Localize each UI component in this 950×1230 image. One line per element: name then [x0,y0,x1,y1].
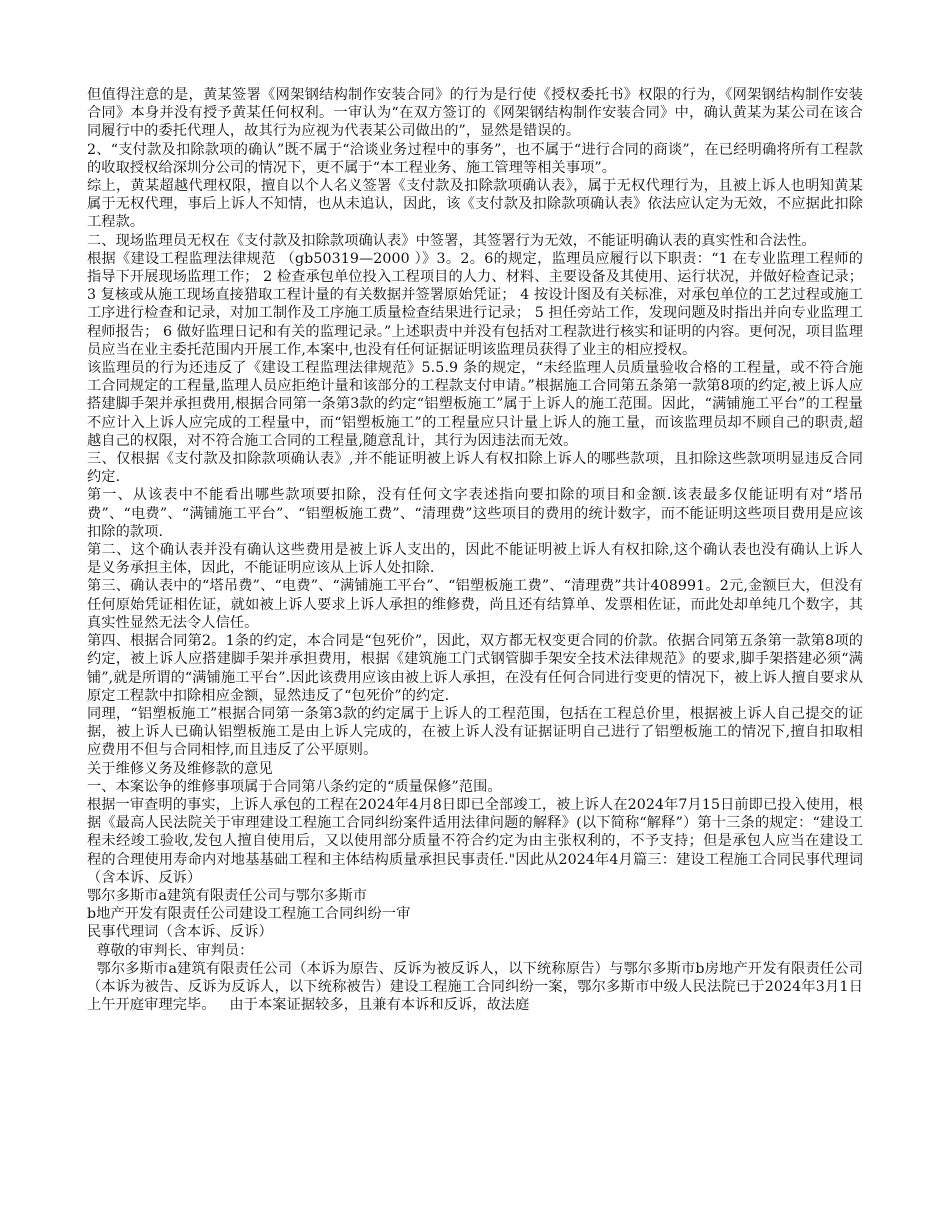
paragraph-supervisor-violation: 该监理员的行为还违反了《建设工程监理法律规范》5.5.9 条的规定，“未经监理人员质量验收合格的工程量，或不符合施工合同规定的工程量,监理人员应拒绝计量和该部分的工程款支付申请。”根据施工合同第五条第一款第8项的约定,被上诉人应搭建脚手架并承担费用,根据合同第一条第3款的约定“铝塑板施工”属于上诉人的施工范围。因此，“满铺施工平台”的工程量不应计入上诉人应完成的工程量中，而“铝塑板施工”的工程量应只计量上诉人的施工量，而该监理员却不顾自己的职责,超越自己的权限，对不符合施工合同的工程量,随意乱计，其行为因违法而无效。 [87,360,863,449]
title-line-two: b地产开发有限责任公司建设工程施工合同纠纷一审 [87,906,411,923]
heading-section-two: 二、现场监理员无权在《支付款及扣除款项确认表》中签署，其签署行为无效，不能证明确认表的真实性和合法性。 [87,232,816,249]
paragraph-aluminum-panel: 同理，“铝塑板施工”根据合同第一条第3款的约定属于上诉人的工程范围，包括在工程总价里，根据被上诉人自己提交的证据，被上诉人已确认铝塑板施工是由上诉人完成的，在被上诉人没有证据证明自己进行了铝塑板施工的情况下,擅自扣取相应费用不但与合同相悖,而且违反了公平原则。 [87,705,863,759]
title-line-three: 民事代理词（含本诉、反诉） [87,924,273,941]
paragraph-supervisor-duties: 根据《建设工程监理法律规范 （gb50319—2000 ）》3。2。6的规定，监理员应履行以下职责：“1 在专业监理工程师的指导下开展现场监理工作； 2 检查承包单位投入工程项目的人力、材料、主要设备及其使用、运行状况，并做好检查记录； 3 复核或从施工现场直接猎取工程计量的有关数据并签署原始凭证； 4 按设计图及有关标准，对承包单位的工艺过程或施工工序进行检查和记录，对加工制作及工序施工质量检查结果进行记录； 5 担任旁站工作，发现问题及时指出并向专业监理工程师报告； 6 做好监理日记和有关的监理记录。”上述职责中并没有包括对工程款进行核实和证明的内容。更何况，项目监理员应当在业主委托范围内开展工作,本案中,也没有任何证据证明该监理员获得了业主的相应授权。 [87,250,863,358]
paragraph-case-intro: 鄂尔多斯市a建筑有限责任公司（本诉为原告、反诉为被反诉人，以下统称原告）与鄂尔多斯市b房地产开发有限责任公司（本诉为被告、反诉为反诉人，以下统称被告）建设工程施工合同纠纷一案，鄂尔多斯市中级人民法院已于2024年3月1日上午开庭审理完毕。 由于本案证据较多，且兼有本诉和反诉，故法庭 [87,960,863,1014]
paragraph-point-one: 第一、从该表中不能看出哪些款项要扣除，没有任何文字表述指向要扣除的项目和金额.该表最多仅能证明有对“塔吊费”、“电费”、“满铺施工平台”、“铝塑板施工费”、“清理费”这些项目的费用的统计数字，而不能证明这些项目费用是应该扣除的款项. [87,487,863,540]
paragraph-payment-confirmation: 2、“支付款及扣除款项的确认”既不属于“洽谈业务过程中的事务”，也不属于“进行合同的商谈”，在已经明确将所有工程款的收取授权给深圳分公司的情况下，更不属于“本工程业务、施工管理等相关事项”。 [87,141,863,176]
paragraph-maintenance-facts: 根据一审查明的事实，上诉人承包的工程在2024年4月8日即已全部竣工，被上诉人在2024年7月15日前即已投入使用，根据《最高人民法院关于审理建设工程施工合同纠纷案件适用法律问题的解释》(以下简称“解释”）第十三条的规定：“建设工程未经竣工验收,发包人擅自使用后，又以使用部分质量不符合约定为由主张权利的，不予支持；但是承包人应当在建设工程的合理使用寿命内对地基基础工程和主体结构质量承担民事责任."因此从2024年4月篇三：建设工程施工合同民事代理词（含本诉、反诉） [87,796,863,886]
heading-maintenance-point-one: 一、本案讼争的维修事项属于合同第八条约定的“质量保修”范围。 [87,778,502,795]
paragraph-point-three: 第三、确认表中的“塔吊费”、“电费”、“满铺施工平台”、“铝塑板施工费”、“清理费”共计408991。2元,金额巨大，但没有任何原始凭证相佐证，就如被上诉人要求上诉人承担的维修费，尚且还有结算单、发票相佐证，而此处却单纯几个数字，其真实性显然无法令人信任。 [87,578,863,631]
salutation: 尊敬的审判长、审判员： [87,942,254,959]
title-line-one: 鄂尔多斯市a建筑有限责任公司与鄂尔多斯市 [87,887,368,904]
heading-maintenance: 关于维修义务及维修款的意见 [87,760,273,777]
paragraph-point-four: 第四、根据合同第2。1条的约定，本合同是“包死价”，因此，双方都无权变更合同的价款。依据合同第五条第一款第8项的约定，被上诉人应搭建脚手架并承担费用，根据《建筑施工门式钢管脚手架安全技术法律规范》的要求,脚手架搭建必须“满铺”,就是所谓的“满铺施工平台”.因此该费用应该由被上诉人承担，在没有任何合同进行变更的情况下，被上诉人擅自要求从原定工程款中扣除相应金额，显然违反了“包死价”的约定. [87,633,863,704]
paragraph-point-two: 第二、这个确认表并没有确认这些费用是被上诉人支出的，因此不能证明被上诉人有权扣除,这个确认表也没有确认上诉人是义务承担主体，因此，不能证明应该从上诉人处扣除. [87,542,863,577]
paragraph-summary-unauthorized: 综上，黄某超越代理权限，擅自以个人名义签署《支付款及扣除款项确认表》，属于无权代理行为，且被上诉人也明知黄某属于无权代理，事后上诉人不知情，也从未追认，因此，该《支付款及扣除款项确认表》依法应认定为无效，不应据此扣除工程款。 [87,178,863,231]
paragraph-agency-scope: 但值得注意的是，黄某签署《网架钢结构制作安装合同》的行为是行使《授权委托书》权限的行为，《网架钢结构制作安装合同》本身并没有授予黄某任何权利。一审认为“在双方签订的《网架钢结构制作安装合同》中，确认黄某为某公司在该合同履行中的委托代理人，故其行为应视为代表某公司做出的”，显然是错误的。 [87,87,863,140]
document-body [87,86,863,1014]
heading-section-three: 三、仅根据《支付款及扣除款项确认表》,并不能证明被上诉人有权扣除上诉人的哪些款项，且扣除这些款项明显违反合同约定. [87,451,863,486]
